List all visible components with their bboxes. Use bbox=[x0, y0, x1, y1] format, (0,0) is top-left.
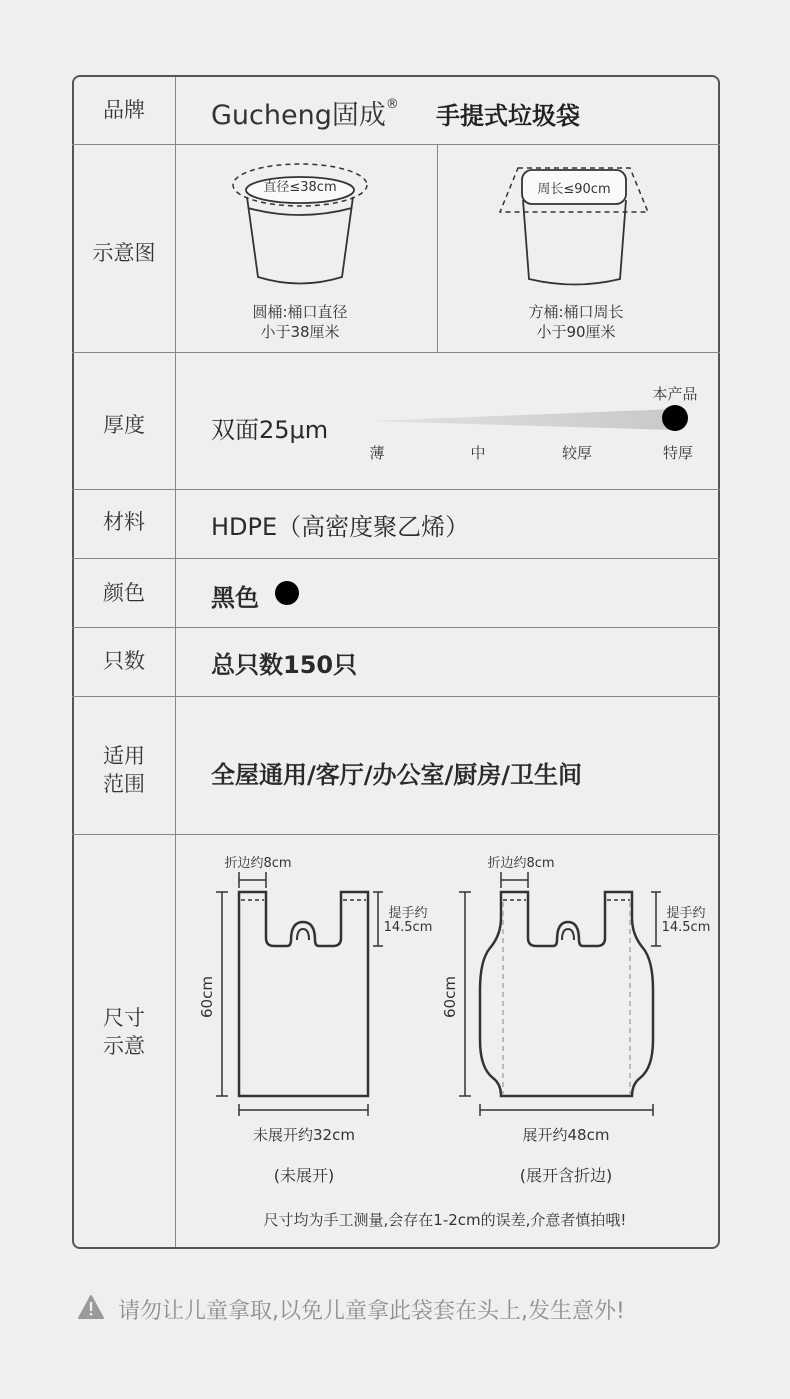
measurement-note: 尺寸均为手工测量,会存在1-2cm的误差,介意者慎拍哦! bbox=[263, 1211, 627, 1229]
size-label-1: 尺寸 bbox=[103, 1006, 145, 1030]
brand-name-text: Gucheng固成 bbox=[211, 100, 386, 131]
thickness-scale-bar bbox=[370, 409, 675, 430]
product-name: 手提式垃圾袋 bbox=[436, 102, 580, 130]
scale-medium: 中 bbox=[470, 444, 486, 462]
size-label-2: 示意 bbox=[103, 1034, 145, 1058]
square-bin-caption-2: 小于90厘米 bbox=[536, 323, 616, 341]
material-value: HDPE（高密度聚乙烯） bbox=[211, 513, 470, 541]
right-fold-label: 折边约8cm bbox=[487, 856, 555, 871]
color-label: 颜色 bbox=[103, 581, 145, 605]
round-bin-caption-1: 圆桶:桶口直径 bbox=[252, 303, 348, 321]
left-handle-label-2: 14.5cm bbox=[383, 920, 433, 935]
usage-label-2: 范围 bbox=[103, 772, 145, 796]
count-label: 只数 bbox=[103, 649, 145, 673]
square-bin-caption-1: 方桶:桶口周长 bbox=[528, 303, 624, 321]
left-width-label: 未展开约32cm bbox=[253, 1126, 355, 1144]
thickness-label: 厚度 bbox=[103, 413, 145, 437]
right-width-label: 展开约48cm bbox=[522, 1126, 610, 1144]
warning-text: 请勿让儿童拿取,以免儿童拿此袋套在头上,发生意外! bbox=[118, 1299, 625, 1324]
brand-label: 品牌 bbox=[103, 98, 145, 122]
bag-unexpanded-icon bbox=[216, 872, 383, 1116]
usage-label-1: 适用 bbox=[103, 744, 145, 768]
material-label: 材料 bbox=[103, 510, 145, 534]
bag-expanded-icon bbox=[459, 872, 661, 1116]
color-value: 黑色 bbox=[211, 584, 259, 612]
scale-thick: 较厚 bbox=[561, 444, 592, 462]
right-handle-label-2: 14.5cm bbox=[661, 920, 711, 935]
registered-mark: ® bbox=[385, 97, 399, 112]
product-thickness-dot bbox=[662, 405, 688, 431]
left-height-label: 60cm bbox=[198, 976, 216, 1018]
thickness-value: 双面25μm bbox=[211, 416, 329, 444]
right-height-label: 60cm bbox=[441, 976, 459, 1018]
usage-value: 全屋通用/客厅/办公室/厨房/卫生间 bbox=[211, 761, 583, 789]
left-handle-label-1: 提手约 bbox=[388, 906, 428, 921]
warning-icon bbox=[79, 1296, 103, 1318]
left-caption: (未展开) bbox=[273, 1166, 335, 1185]
color-swatch bbox=[275, 581, 299, 605]
square-bin-badge: 周长≤90cm bbox=[537, 182, 611, 197]
left-fold-label: 折边约8cm bbox=[224, 856, 292, 871]
right-handle-label-1: 提手约 bbox=[666, 906, 706, 921]
thickness-marker-label: 本产品 bbox=[652, 385, 698, 403]
diagram-label: 示意图 bbox=[92, 241, 156, 265]
count-value: 总只数150只 bbox=[211, 651, 358, 679]
scale-extra-thick: 特厚 bbox=[662, 444, 693, 462]
scale-thin: 薄 bbox=[369, 444, 385, 462]
round-bin-badge: 直径≤38cm bbox=[263, 180, 337, 195]
round-bin-caption-2: 小于38厘米 bbox=[260, 323, 340, 341]
right-caption: (展开含折边) bbox=[519, 1166, 613, 1185]
